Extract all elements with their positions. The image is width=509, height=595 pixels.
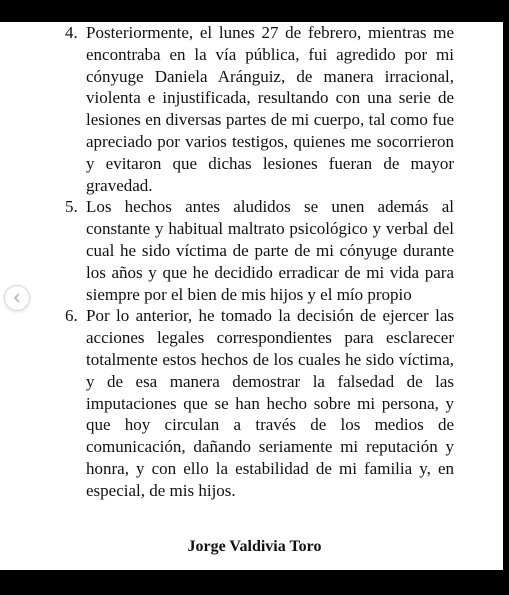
viewer-right-edge [503,22,509,570]
signature: Jorge Valdivia Toro [187,538,322,555]
viewer-bottom-bar [0,570,509,595]
previous-page-button[interactable] [5,286,29,310]
paragraph-text: Por lo anterior, he tomado la decisión de ejercer las acciones legales correspondientes para esclarecer totalmente estos hechos de los cuales he sido víctima, y de esa manera demostrar la falsedad de las imputaciones que se han hecho sobre mi persona, y que hoy circulan a través de los medios de comunicación, dañando seriamente mi reputación y honra, y con ello la estabilidad de mi familia y, en especial, de mis hijos. [86,306,454,500]
paragraph-5 [65,196,454,305]
paragraph-text: Posteriormente, el lunes 27 de febrero, mientras me encontraba en la vía pública, fui agredido por mi cónyuge Daniela Aránguiz, de manera irracional, violenta e injustificada, resultando con una serie de lesiones en diversas partes de mi cuerpo, tal como fue apreciado por varios testigos, quienes me socorrieron y evitaron que dichas lesiones fueran de mayor gravedad. [86,23,454,195]
viewer-top-bar [0,0,509,22]
paragraph-text: Los hechos antes aludidos se unen además al constante y habitual maltrato psicológico y verbal del cual he sido víctima de parte de mi cónyuge durante los años y que he decidido erradicar de mi vida para siempre por el bien de mis hijos y el mío propio [86,197,454,304]
paragraph-6 [65,305,454,501]
document-body [65,22,454,502]
paragraph-number: 5. [65,197,78,217]
paragraph-4 [65,22,454,196]
paragraph-number: 4. [65,23,78,42]
document-page [0,22,503,570]
chevron-left-icon [12,293,22,303]
paragraph-number: 6. [65,306,78,326]
